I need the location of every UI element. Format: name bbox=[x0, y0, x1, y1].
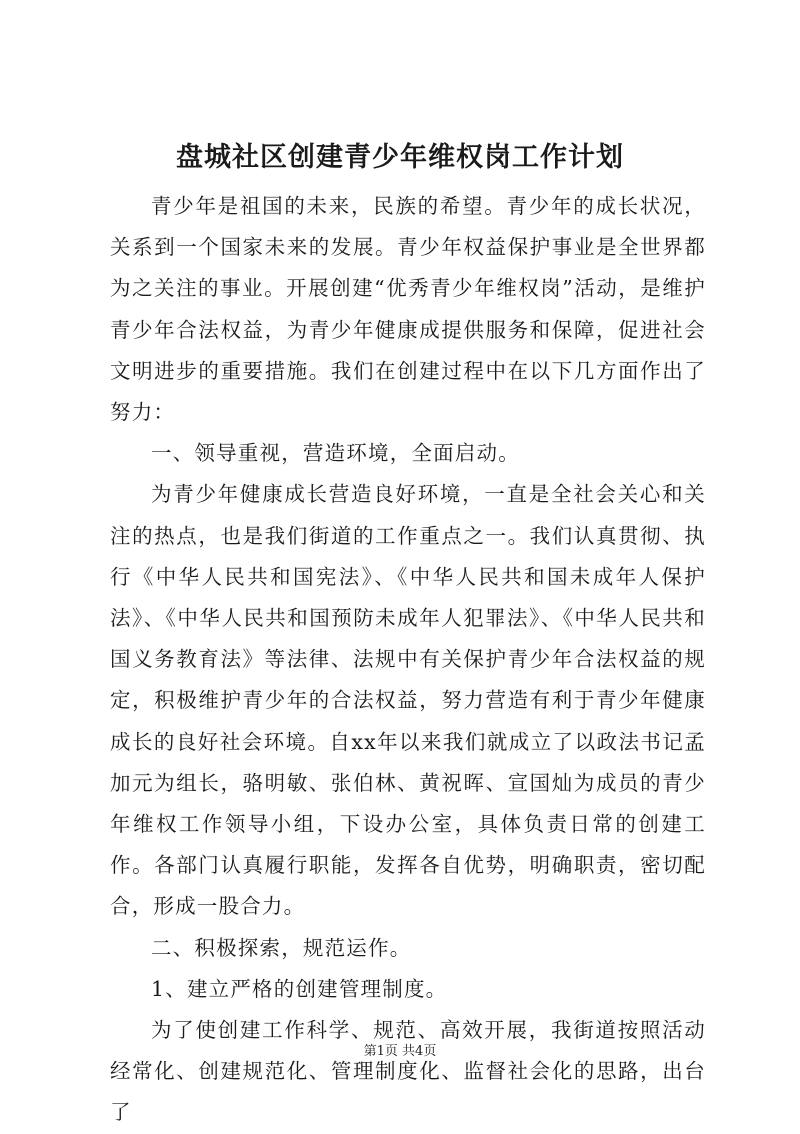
page-footer: 第1页 共4页 bbox=[363, 1044, 437, 1059]
paragraph-subsection-1: 为了使创建工作科学、规范、高效开展，我街道按照活动经常化、创建规范化、管理制度化、监督社会化的思路，出台了 bbox=[110, 1018, 706, 1125]
section-heading-2: 二、积极探索，规范运作。 bbox=[151, 935, 412, 960]
document-title: 盘城社区创建青少年维权岗工作计划 bbox=[176, 142, 624, 173]
subsection-heading-1: 1、建立严格的创建管理制度。 bbox=[151, 976, 448, 1001]
paragraph-section-1: 为青少年健康成长营造良好环境，一直是全社会关心和关注的热点，也是我们街道的工作重点之一。我们认真贯彻、执行《中华人民共和国宪法》、《中华人民共和国未成年人保护法》、《中华人民共和国预防未成年人犯罪法》、《中华人民共和国义务教育法》等法律、法规中有关保护青少年合法权益的规定，积极维护青少年的合法权益，努力营造有利于青少年健康成长的良好社会环境。自xx年以来我们就成立了以政法书记孟加元为组长，骆明敏、张伯林、黄祝晖、宣国灿为成员的青少年维权工作领导小组，下设办公室，具体负责日常的创建工作。各部门认真履行职能，发挥各自优势，明确职责，密切配合，形成一股合力。 bbox=[110, 482, 706, 919]
paragraph-intro: 青少年是祖国的未来，民族的希望。青少年的成长状况，关系到一个国家未来的发展。青少年权益保护事业是全世界都为之关注的事业。开展创建“优秀青少年维权岗”活动，是维护青少年合法权益，为青少年健康成提供服务和保障，促进社会文明进步的重要措施。我们在创建过程中在以下几方面作出了努力： bbox=[110, 194, 706, 425]
document-body bbox=[110, 186, 706, 1134]
section-heading-1: 一、领导重视，营造环境，全面启动。 bbox=[151, 441, 520, 466]
